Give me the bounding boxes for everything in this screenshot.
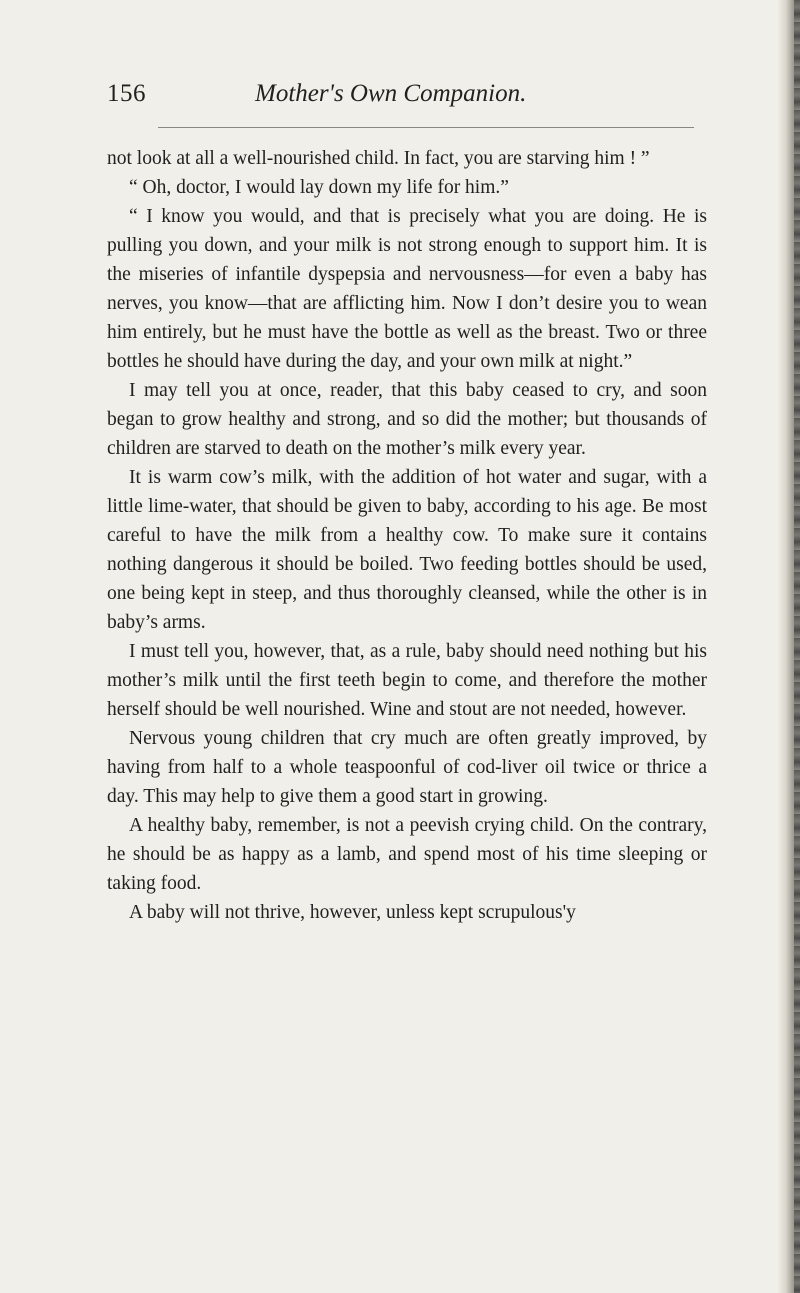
paragraph-thrive: A baby will not thrive, however, unless kept scrupulous'y bbox=[129, 902, 576, 923]
paragraph-continued: not look at all a well-nourished child. In fact, you are starving him ! ” bbox=[107, 148, 650, 169]
paragraph-cod-liver-oil: Nervous young children that cry much are often greatly improved, by having from half to a whole teaspoonful of cod-liver oil twice or thrice a day. This may help to give them a good start in growing. bbox=[107, 728, 707, 807]
paragraph-cow-milk: It is warm cow’s milk, with the addition of hot water and sugar, with a little lime-water, that should be given to baby, according to his age. Be most careful to have the milk from a healthy cow. To make sure it contains nothing dangerous it should be boiled. Two feeding bottles should be used, one being kept in steep, and thus thoroughly cleansed, while the other is in baby’s arms. bbox=[107, 467, 707, 633]
paragraph-dialogue-mother: “ Oh, doctor, I would lay down my life for him.” bbox=[129, 177, 509, 198]
header-rule bbox=[158, 127, 694, 128]
running-title: Mother's Own Companion. bbox=[255, 80, 527, 107]
paragraph-baby-recovery: I may tell you at once, reader, that this baby ceased to cry, and soon began to grow healthy and strong, and so did the mother; but thousands of children are starved to death on the mother’s milk every year. bbox=[107, 380, 707, 459]
paragraph-mother-milk: I must tell you, however, that, as a rule, baby should need nothing but his mother’s milk until the first teeth begin to come, and therefore the mother herself should be well nourished. Wine and stout are not needed, however. bbox=[107, 641, 707, 720]
page-number: 156 bbox=[107, 80, 146, 107]
paragraph-dialogue-doctor: “ I know you would, and that is precisely what you are doing. He is pulling you down, and your milk is not strong enough to support him. It is the miseries of infantile dyspepsia and nervousness—for even a baby has nerves, you know—that are afflicting him. Now I don’t desire you to wean him entirely, but he must have the bottle as well as the breast. Two or three bottles he should have during the day, and your own milk at night.” bbox=[107, 206, 707, 372]
page-edge bbox=[778, 0, 800, 1293]
paragraph-healthy-baby: A healthy baby, remember, is not a peevish crying child. On the contrary, he should be as happy as a lamb, and spend most of his time sleeping or taking food. bbox=[107, 815, 707, 894]
running-head bbox=[107, 80, 747, 116]
body-text bbox=[107, 144, 707, 927]
